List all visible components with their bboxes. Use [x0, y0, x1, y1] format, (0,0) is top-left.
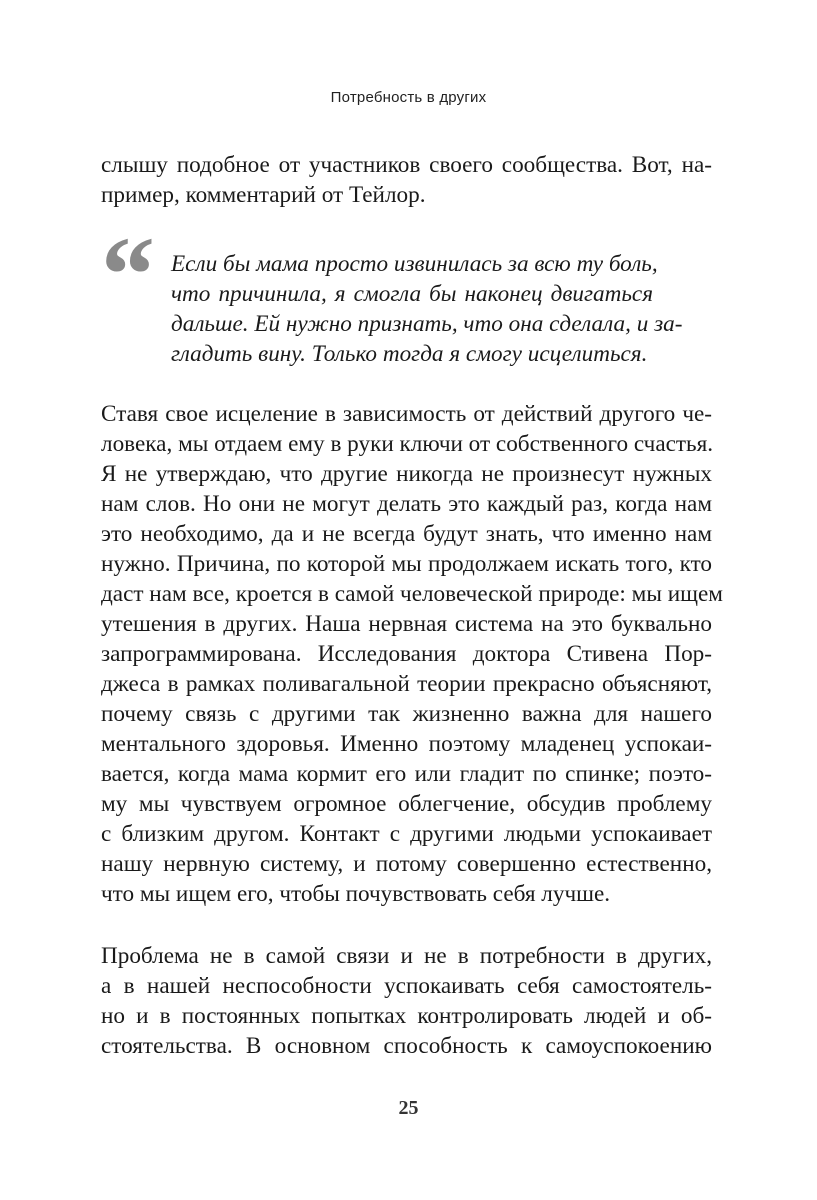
text-line: джеса в рамках поливагальной теории прекрасно объясняют,	[101, 671, 712, 697]
text-line: нам слов. Но они не могут делать это каждый раз, когда нам	[101, 491, 712, 517]
text-line: пример, комментарий от Тейлор.	[101, 182, 426, 208]
quote-line: дальше. Ей нужно признать, что она сделала, и за-	[171, 311, 683, 337]
text-line: почему связь с другими так жизненно важна для нашего	[101, 701, 712, 727]
text-line: стоятельства. В основном способность к самоуспокоению	[101, 1033, 712, 1059]
text-line: но и в постоянных попытках контролировать людей и об-	[101, 1003, 712, 1029]
text-line: запрограммирована. Исследования доктора Стивена Пор-	[101, 641, 712, 667]
text-line: нужно. Причина, по которой мы продолжаем искать того, кто	[101, 551, 712, 577]
text-line: что мы ищем его, чтобы почувствовать себя лучше.	[101, 881, 611, 907]
text-line: Проблема не в самой связи и не в потребности в других,	[101, 943, 712, 969]
text-line: утешения в других. Наша нервная система на это буквально	[101, 611, 712, 637]
text-line: вается, когда мама кормит его или гладит по спинке; поэто-	[101, 761, 712, 787]
text-line: а в нашей неспособности успокаивать себя самостоятель-	[101, 973, 712, 999]
text-line: му мы чувствуем огромное облегчение, обсудив проблему	[101, 791, 712, 817]
text-line: это необходимо, да и не всегда будут знать, что именно нам	[101, 521, 712, 547]
text-line: Я не утверждаю, что другие никогда не произнесут нужных	[101, 461, 712, 487]
text-line: Ставя свое исцеление в зависимость от действий другого че-	[101, 401, 712, 427]
running-head: Потребность в других	[330, 89, 487, 106]
page-number: 25	[398, 1097, 419, 1119]
quote-line: гладить вину. Только тогда я смогу исцелиться.	[171, 341, 648, 367]
quote-mark-icon: “	[101, 216, 147, 335]
text-line: слышу подобное от участников своего сообщества. Вот, на-	[101, 152, 712, 178]
quote-line: что причинила, я смогла бы наконец двигаться	[171, 281, 653, 307]
quote-line: Если бы мама просто извинилась за всю ту боль,	[171, 251, 658, 277]
text-line: ментального здоровья. Именно поэтому младенец успокаи-	[101, 731, 712, 757]
text-line: с близким другом. Контакт с другими людьми успокаивает	[101, 821, 712, 847]
text-line: нашу нервную систему, и потому совершенно естественно,	[101, 851, 712, 877]
text-line: даст нам все, кроется в самой человеческой природе: мы ищем	[101, 581, 723, 607]
text-line: ловека, мы отдаем ему в руки ключи от собственного счастья.	[101, 431, 714, 457]
